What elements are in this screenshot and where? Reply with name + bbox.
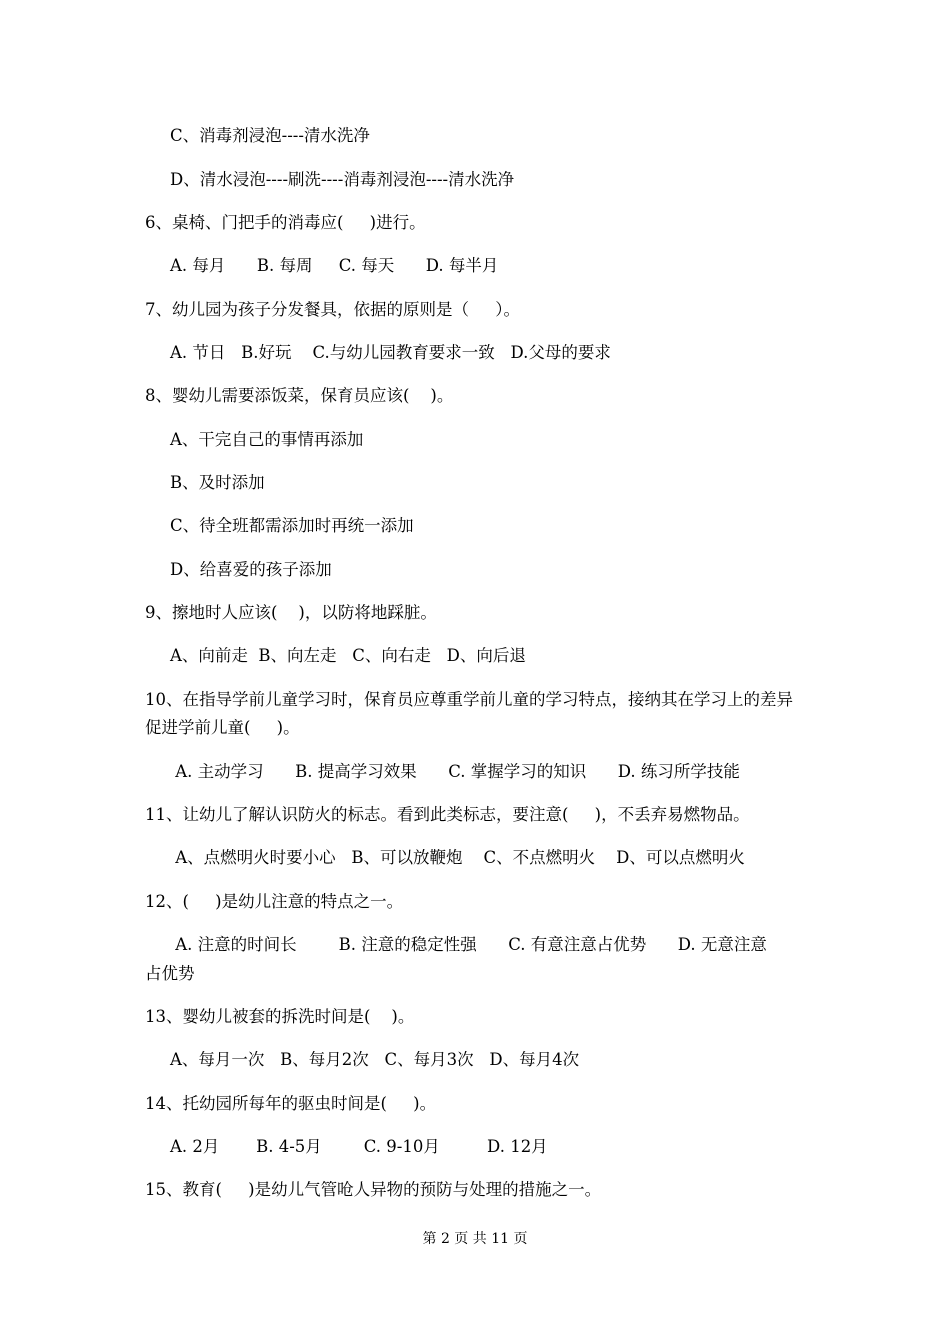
- question-14: 14、托幼园所每年的驱虫时间是( )。: [145, 1094, 437, 1113]
- options-9: A、向前走 B、向左走 C、向右走 D、向后退: [170, 646, 526, 665]
- option-8c: C、待全班都需添加时再统一添加: [170, 516, 414, 535]
- options-7: A. 节日 B.好玩 C.与幼儿园教育要求一致 D.父母的要求: [170, 343, 611, 362]
- question-7: 7、幼儿园为孩子分发餐具，依据的原则是（ ）。: [145, 300, 520, 319]
- option-8b: B、及时添加: [170, 473, 265, 492]
- option-8d: D、给喜爱的孩子添加: [170, 560, 332, 579]
- question-13: 13、婴幼儿被套的拆洗时间是( )。: [145, 1007, 415, 1026]
- option-5c: C、消毒剂浸泡----清水洗净: [170, 126, 370, 145]
- option-5d: D、清水浸泡----刷洗----消毒剂浸泡----清水洗净: [170, 170, 515, 189]
- question-10-line1: 10、在指导学前儿童学习时，保育员应尊重学前儿童的学习特点，接纳其在学习上的差异: [145, 690, 793, 709]
- question-12: 12、( )是幼儿注意的特点之一。: [145, 892, 404, 911]
- option-8a: A、干完自己的事情再添加: [170, 430, 364, 449]
- question-15: 15、教育( )是幼儿气管呛人异物的预防与处理的措施之一。: [145, 1180, 602, 1199]
- options-6: A. 每月 B. 每周 C. 每天 D. 每半月: [170, 256, 499, 275]
- question-11: 11、让幼儿了解认识防火的标志。看到此类标志，要注意( )，不丢弃易燃物品。: [145, 805, 750, 824]
- options-14: A. 2月 B. 4-5月 C. 9-10月 D. 12月: [170, 1137, 548, 1156]
- options-11: A、点燃明火时要小心 B、可以放鞭炮 C、不点燃明火 D、可以点燃明火: [170, 848, 745, 867]
- question-8: 8、婴幼儿需要添饭菜，保育员应该( )。: [145, 386, 454, 405]
- page-footer: 第 2 页 共 11 页: [422, 1231, 528, 1247]
- question-10-line2: 促进学前儿童( )。: [145, 718, 300, 737]
- question-6: 6、桌椅、门把手的消毒应( )进行。: [145, 213, 426, 232]
- options-13: A、每月一次 B、每月2次 C、每月3次 D、每月4次: [170, 1050, 580, 1069]
- options-10: A. 主动学习 B. 提高学习效果 C. 掌握学习的知识 D. 练习所学技能: [170, 762, 740, 781]
- question-9: 9、擦地时人应该( )，以防将地踩脏。: [145, 603, 437, 622]
- options-12-line2: 占优势: [145, 964, 195, 983]
- options-12-line1: A. 注意的时间长 B. 注意的稳定性强 C. 有意注意占优势 D. 无意注意: [170, 935, 767, 954]
